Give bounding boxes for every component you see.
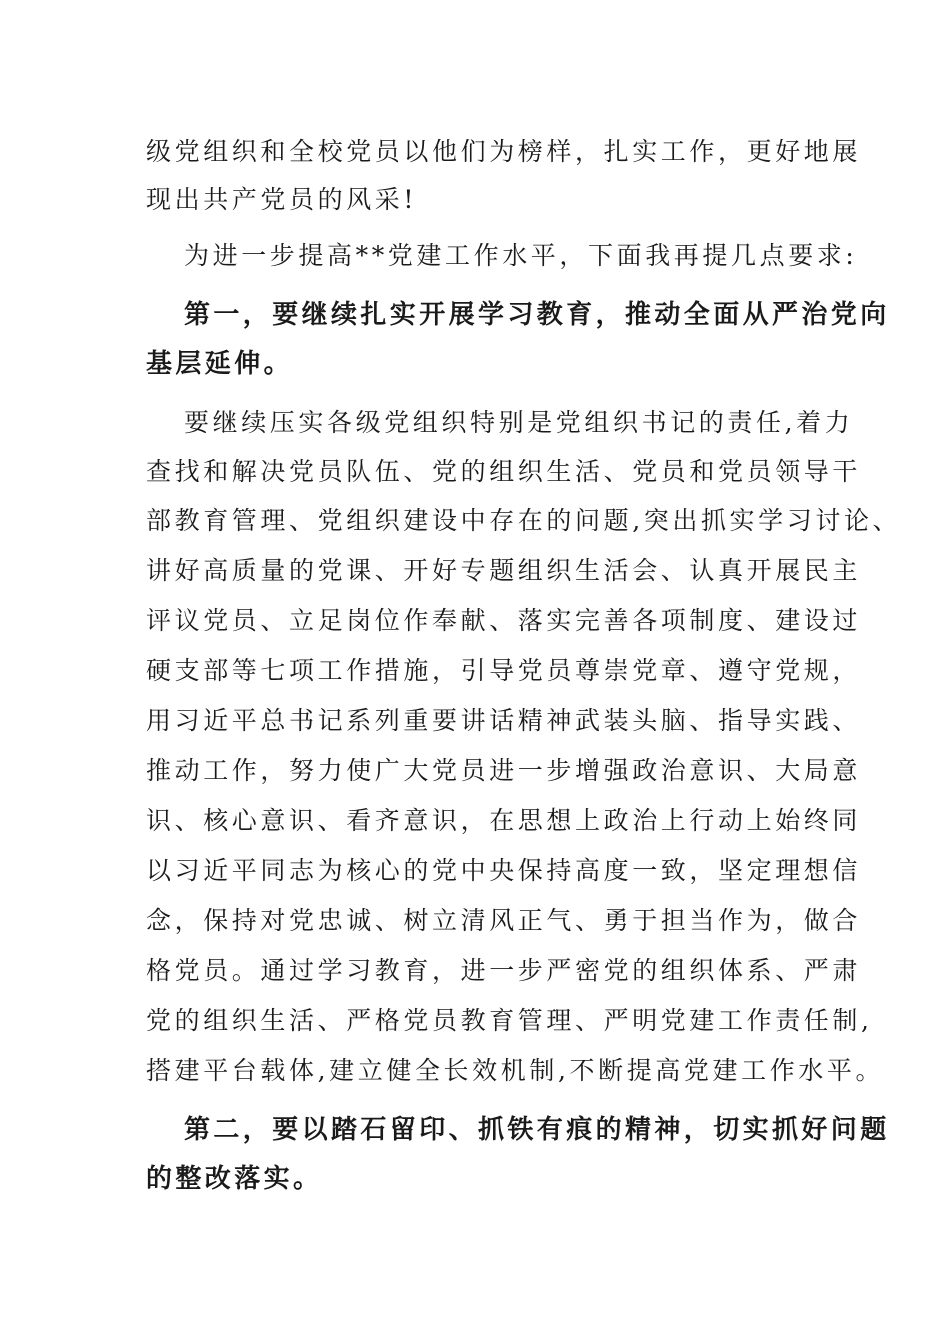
- section-heading-2: 第二，要以踏石留印、抓铁有痕的精神，切实抓好问题: [184, 1115, 890, 1145]
- section-heading-2-cont: 的整改落实。: [146, 1164, 323, 1194]
- text-line: 要继续压实各级党组织特别是党组织书记的责任,着力: [184, 408, 854, 437]
- text-line: 现出共产党员的风采!: [146, 185, 418, 214]
- text-line: 为进一步提高**党建工作水平，下面我再提几点要求:: [184, 241, 858, 270]
- section-heading-1: 第一，要继续扎实开展学习教育，推动全面从严治党向: [184, 300, 890, 330]
- text-line: 查找和解决党员队伍、党的组织生活、党员和党员领导干: [146, 457, 862, 486]
- text-line: 党的组织生活、严格党员教育管理、严明党建工作责任制,: [146, 1006, 873, 1035]
- text-line: 搭建平台载体,建立健全长效机制,不断提高党建工作水平。: [146, 1056, 885, 1085]
- text-line: 用习近平总书记系列重要讲话精神武装头脑、指导实践、: [146, 706, 862, 735]
- text-line: 评议党员、立足岗位作奉献、落实完善各项制度、建设过: [146, 606, 862, 635]
- text-line: 以习近平同志为核心的党中央保持高度一致，坚定理想信: [146, 856, 862, 885]
- text-line: 讲好高质量的党课、开好专题组织生活会、认真开展民主: [146, 556, 862, 585]
- section-heading-1-cont: 基层延伸。: [146, 349, 294, 379]
- text-line: 部教育管理、党组织建设中存在的问题,突出抓实学习讨论、: [146, 506, 902, 535]
- text-line: 推动工作，努力使广大党员进一步增强政治意识、大局意: [146, 756, 862, 785]
- text-line: 格党员。通过学习教育，进一步严密党的组织体系、严肃: [146, 956, 862, 985]
- text-line: 识、核心意识、看齐意识，在思想上政治上行动上始终同: [146, 806, 862, 835]
- text-line: 级党组织和全校党员以他们为榜样，扎实工作，更好地展: [146, 137, 862, 166]
- text-line: 念，保持对党忠诚、树立清风正气、勇于担当作为，做合: [146, 906, 862, 935]
- text-line: 硬支部等七项工作措施，引导党员尊崇党章、遵守党规，: [146, 656, 862, 685]
